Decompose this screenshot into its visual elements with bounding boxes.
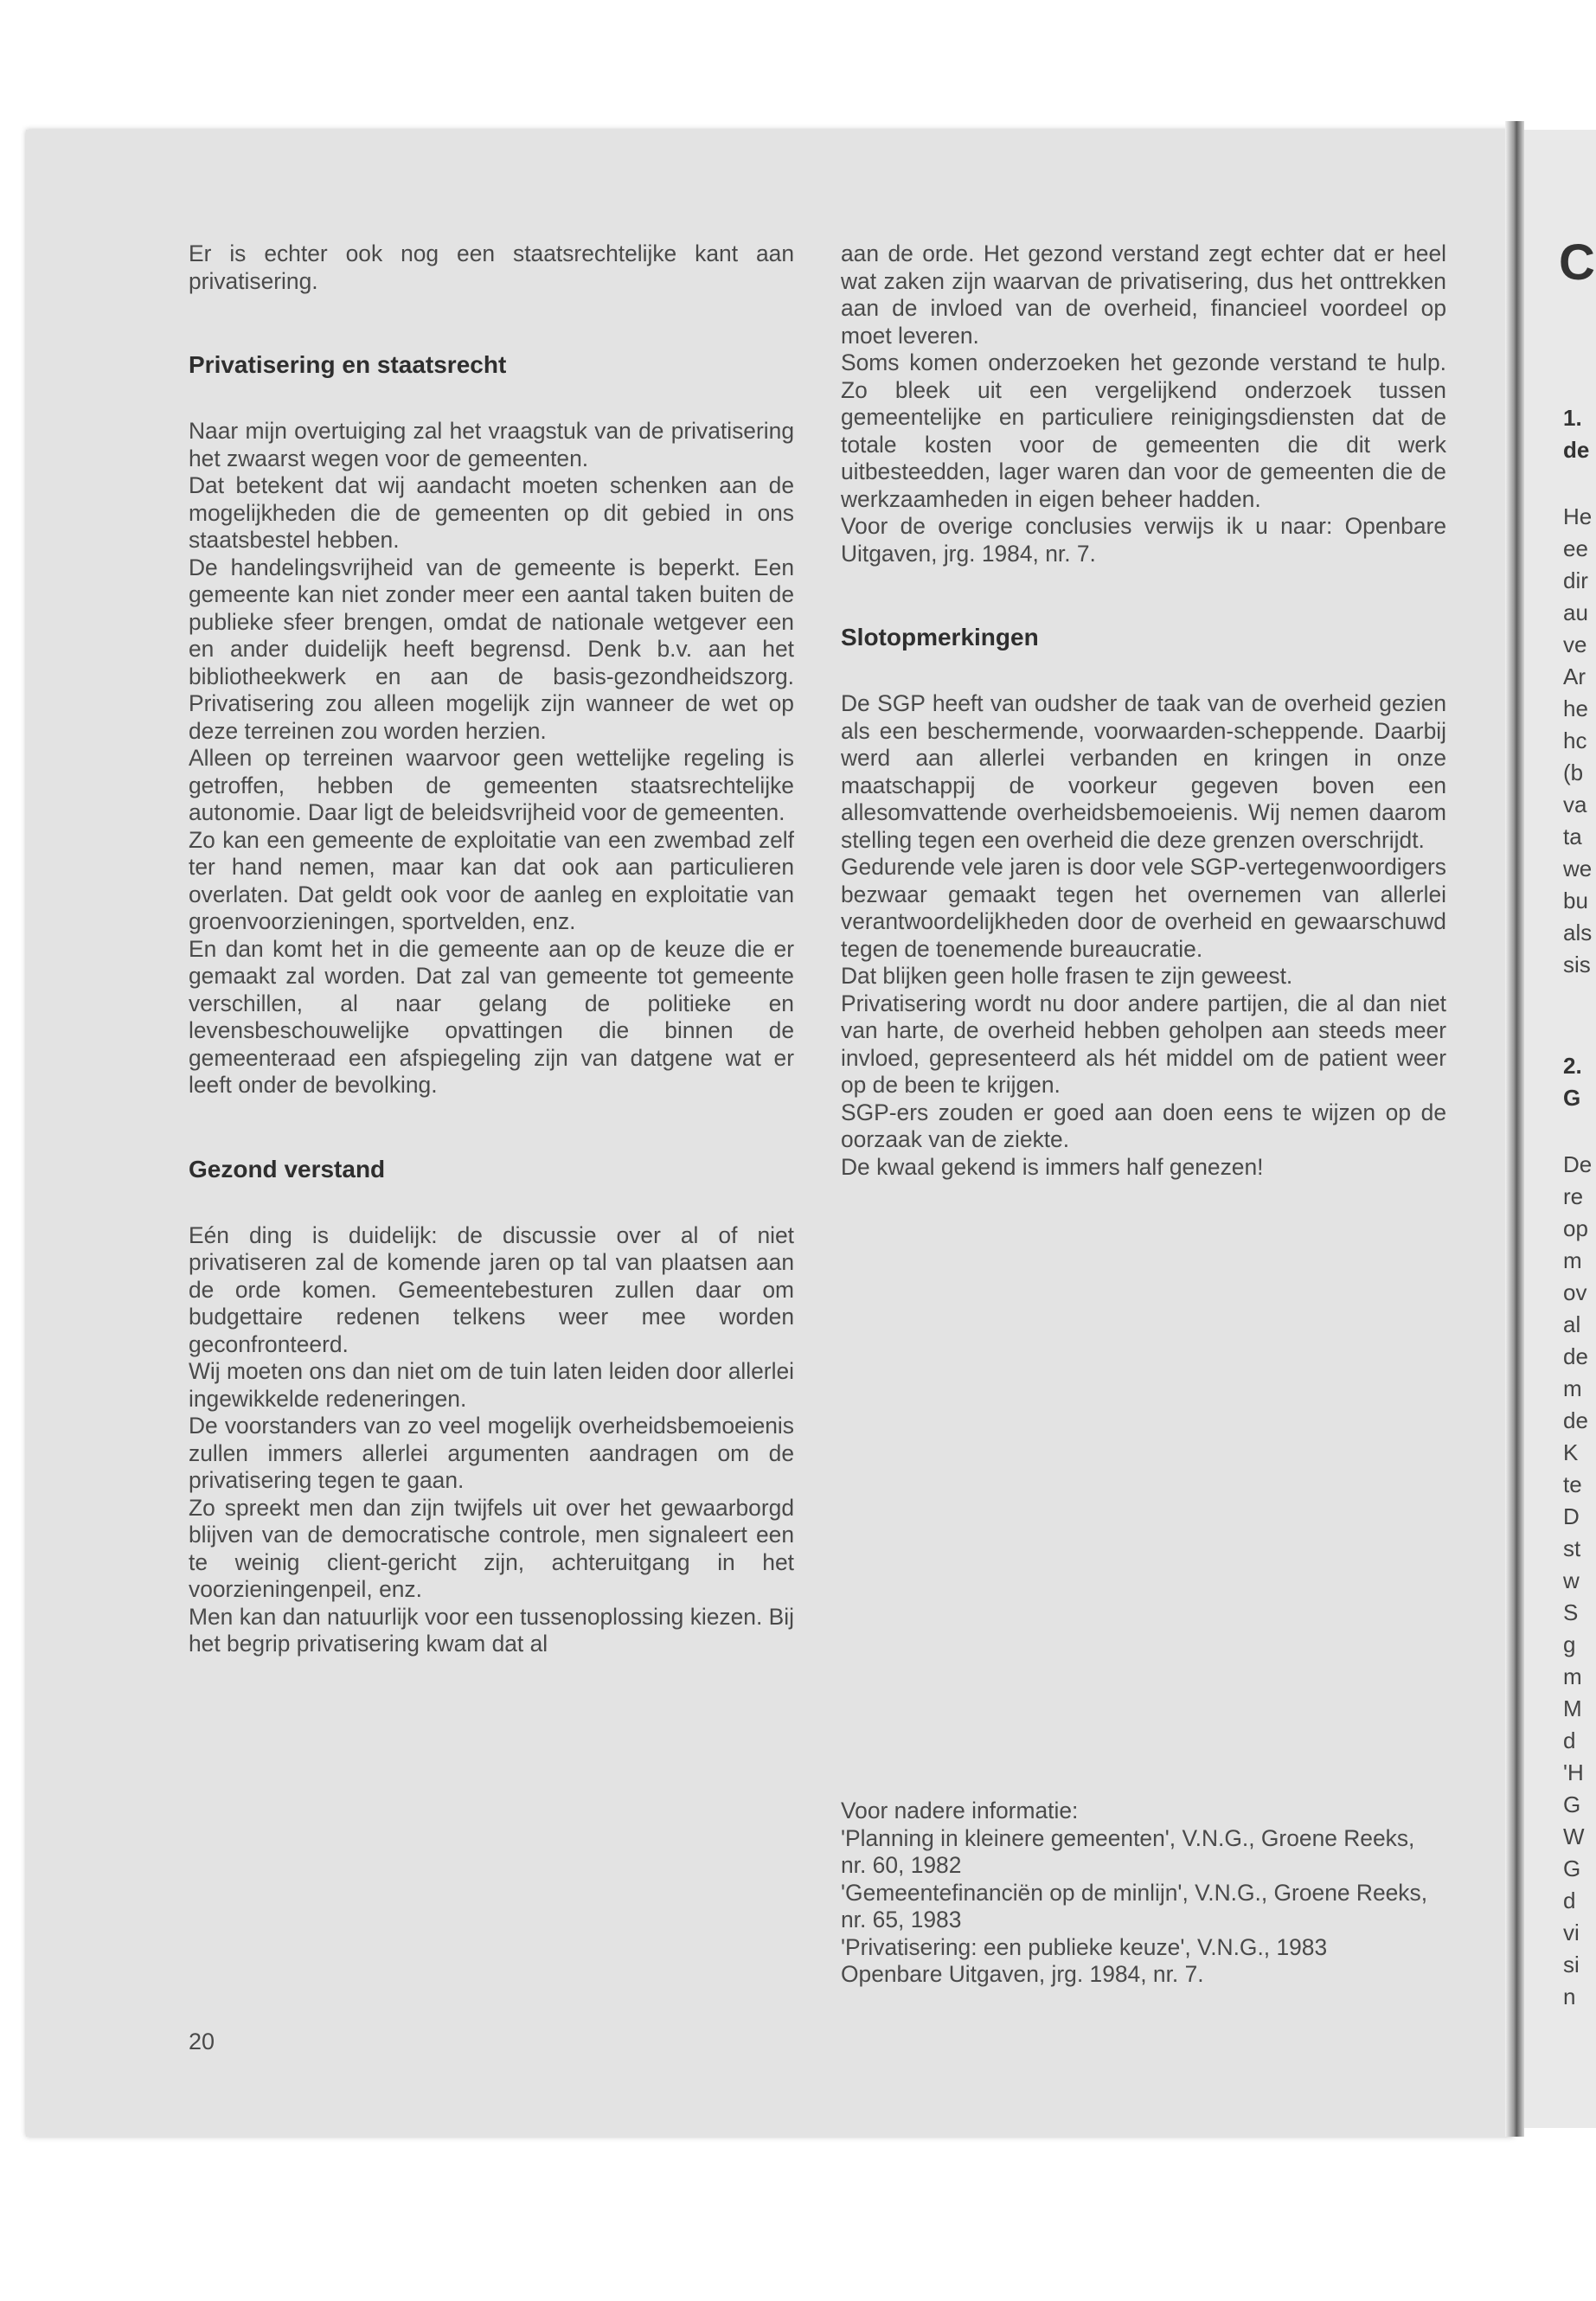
paragraph: Alleen op terreinen waarvoor geen wettelijke regeling is getroffen, hebben de gemeenten staatsrechtelijke autonomie. Daar ligt de beleidsvrijheid voor de gemeenten. bbox=[189, 745, 794, 825]
page-number: 20 bbox=[189, 2029, 215, 2054]
next-page-line: 2. bbox=[1563, 1053, 1582, 1079]
next-page-line: dir bbox=[1563, 567, 1588, 593]
next-page-line: ta bbox=[1563, 824, 1582, 849]
paragraph: Naar mijn overtuiging zal het vraagstuk van de privatisering het zwaarst wegen voor de gemeenten. bbox=[189, 418, 794, 471]
paragraph: Gedurende vele jaren is door vele SGP-vertegenwoordigers bezwaar gemaakt tegen het overnemen van allerlei verantwoordelijkheden door de overheid en gewaarschuwd tegen de toenemende bureaucratie. bbox=[841, 854, 1446, 962]
next-page-line: de bbox=[1563, 437, 1590, 463]
section-heading-gezond-verstand: Gezond verstand bbox=[189, 1155, 386, 1183]
paragraph: Voor de overige conclusies verwijs ik u naar: Openbare Uitgaven, jrg. 1984, nr. 7. bbox=[841, 513, 1446, 567]
next-page-heading-letter: C bbox=[1559, 234, 1595, 291]
next-page-line: m bbox=[1563, 1247, 1582, 1273]
next-page-line: m bbox=[1563, 1663, 1582, 1689]
next-page-line: W bbox=[1563, 1823, 1585, 1849]
right-column bbox=[841, 240, 1446, 1181]
next-page-line: te bbox=[1563, 1471, 1582, 1497]
next-page-line: w bbox=[1563, 1567, 1580, 1593]
next-page-line: re bbox=[1563, 1183, 1584, 1209]
reference-line: 'Planning in kleinere gemeenten', V.N.G., Groene Reeks, nr. 60, 1982 bbox=[841, 1824, 1415, 1878]
next-page-line: hc bbox=[1563, 727, 1587, 753]
paragraph: aan de orde. Het gezond verstand zegt echter dat er heel wat zaken zijn waarvan de privatisering, dus het onttrekken aan de invloed van de overheid, financieel voordeel op moet leveren. bbox=[841, 240, 1446, 349]
paragraph: De kwaal gekend is immers half genezen! bbox=[841, 1153, 1264, 1180]
reference-line: Openbare Uitgaven, jrg. 1984, nr. 7. bbox=[841, 1961, 1204, 1987]
next-page-line: ee bbox=[1563, 535, 1588, 561]
next-page-line: S bbox=[1563, 1599, 1579, 1625]
paragraph: Zo spreekt men dan zijn twijfels uit over het gewaarborgd blijven van de democratische controle, men signaleert een te weinig client-gericht zijn, achteruitgang in het voorzieningenpeil, enz. bbox=[189, 1494, 794, 1602]
next-page-line: g bbox=[1563, 1631, 1576, 1657]
next-page-line: d bbox=[1563, 1727, 1576, 1753]
intro-paragraph: Er is echter ook nog een staatsrechtelijke kant aan privatisering. bbox=[189, 240, 794, 294]
next-page-line: op bbox=[1563, 1215, 1588, 1241]
paragraph: Privatisering wordt nu door andere partijen, die al dan niet van harte, de overheid hebben geholpen aan steeds meer invloed, gepresenteerd als hét middel om de patient weer op de been te krijgen. bbox=[841, 990, 1446, 1098]
next-page-line: ov bbox=[1563, 1279, 1587, 1305]
next-page-line: he bbox=[1563, 695, 1588, 721]
reference-line: Voor nadere informatie: bbox=[841, 1798, 1079, 1823]
next-page-line: al bbox=[1563, 1311, 1581, 1337]
next-page-line: vi bbox=[1563, 1920, 1580, 1945]
next-page-line: K bbox=[1563, 1439, 1579, 1465]
next-page-line: st bbox=[1563, 1535, 1581, 1561]
next-page-line: 'H bbox=[1563, 1759, 1584, 1785]
paragraph: Dat blijken geen holle frasen te zijn geweest. bbox=[841, 963, 1293, 989]
paragraph: Dat betekent dat wij aandacht moeten schenken aan de mogelijkheden die de gemeenten op dit gebied in ons staatsbestel hebben. bbox=[189, 472, 794, 553]
paragraph: Soms komen onderzoeken het gezonde verstand te hulp. Zo bleek uit een vergelijkend onderzoek tussen gemeentelijke en particuliere reinigingsdiensten dat de totale kosten voor de gemeenten die dit werk uitbesteedden, lager waren dan voor de gemeenten die de werkzaamheden in eigen beheer hadden. bbox=[841, 349, 1446, 512]
next-page-line: de bbox=[1563, 1343, 1588, 1369]
next-page-line: bu bbox=[1563, 888, 1588, 913]
next-page-line: si bbox=[1563, 1952, 1580, 1977]
next-page-line: 1. bbox=[1563, 405, 1582, 431]
next-page-line: au bbox=[1563, 599, 1588, 625]
next-page-edge bbox=[1524, 130, 1596, 2128]
reference-line: 'Privatisering: een publieke keuze', V.N.G., 1983 bbox=[841, 1933, 1328, 1960]
paragraph: De voorstanders van zo veel mogelijk overheidsbemoeienis zullen immers allerlei argumenten aandragen om de privatisering tegen te gaan. bbox=[189, 1413, 794, 1493]
next-page-line: va bbox=[1563, 792, 1587, 817]
next-page-line: d bbox=[1563, 1888, 1576, 1913]
paragraph: Wij moeten ons dan niet om de tuin laten leiden door allerlei ingewikkelde redeneringen. bbox=[189, 1358, 794, 1412]
next-page-line: De bbox=[1563, 1151, 1593, 1177]
next-page-line: (b bbox=[1563, 760, 1584, 785]
paragraph: Zo kan een gemeente de exploitatie van een zwembad zelf ter hand nemen, maar kan dat ook aan particulieren overlaten. Dat geldt ook voor de aanleg en exploitatie van groenvoorzieningen, sportvelden, enz. bbox=[189, 826, 794, 934]
next-page-line: M bbox=[1563, 1695, 1582, 1721]
paragraph: SGP-ers zouden er goed aan doen eens te wijzen op de oorzaak van de ziekte. bbox=[841, 1099, 1446, 1152]
paragraph: De handelingsvrijheid van de gemeente is beperkt. Een gemeente kan niet zonder meer een aantal taken buiten de publieke sfeer brengen, omdat de nationale wetgever een en ander duidelijk heeft begrensd. Denk b.v. aan het bibliotheekwerk en aan de basis-gezondheidszorg. Privatisering zou alleen mogelijk zijn wanneer de wet op deze terreinen zou worden herzien. bbox=[189, 554, 794, 744]
next-page-line: n bbox=[1563, 1984, 1576, 2009]
paragraph: En dan komt het in die gemeente aan op de keuze die er gemaakt zal worden. Dat zal van gemeente tot gemeente verschillen, al naar gelang de politieke en levensbeschouwelijke opvattingen die binnen de gemeenteraad een afspiegeling zijn van datgene wat er leeft onder de bevolking. bbox=[189, 935, 794, 1098]
next-page-line: D bbox=[1563, 1503, 1580, 1529]
references bbox=[841, 1798, 1446, 1989]
next-page-line: G bbox=[1563, 1791, 1581, 1817]
paragraph: Eén ding is duidelijk: de discussie over al of niet privatiseren zal de komende jaren op tal van plaatsen aan de orde komen. Gemeentebesturen zullen daar om budgettaire redenen telkens weer mee worden geconfronteerd. bbox=[189, 1221, 794, 1357]
next-page-line: de bbox=[1563, 1407, 1588, 1433]
next-page-line: we bbox=[1563, 856, 1593, 881]
next-page-line: sis bbox=[1563, 952, 1591, 977]
paragraph: De SGP heeft van oudsher de taak van de overheid gezien als een beschermende, voorwaarden-scheppende. Daarbij werd aan allerlei verbanden en kringen in onze maatschappij de voorkeur gegeven boven een allesomvattende overheidsbemoeienis. Wij nemen daarom stelling tegen een overheid die deze grenzen overschrijdt. bbox=[841, 690, 1446, 853]
next-page-line: als bbox=[1563, 920, 1593, 945]
next-page-line: G bbox=[1563, 1085, 1581, 1111]
next-page-line: He bbox=[1563, 503, 1593, 529]
book-spine bbox=[1505, 121, 1524, 2137]
next-page-line: Ar bbox=[1563, 663, 1586, 689]
paragraph: Men kan dan natuurlijk voor een tussenoplossing kiezen. Bij het begrip privatisering kwam dat al bbox=[189, 1603, 794, 1657]
left-column bbox=[189, 240, 794, 1658]
reference-line: 'Gemeentefinanciën op de minlijn', V.N.G., Groene Reeks, nr. 65, 1983 bbox=[841, 1879, 1428, 1932]
next-page-line: G bbox=[1563, 1856, 1581, 1881]
section-heading-slotopmerkingen: Slotopmerkingen bbox=[841, 624, 1039, 651]
section-heading-privatisering: Privatisering en staatsrecht bbox=[189, 351, 507, 378]
next-page-line: m bbox=[1563, 1375, 1582, 1401]
next-page-line: ve bbox=[1563, 631, 1587, 657]
